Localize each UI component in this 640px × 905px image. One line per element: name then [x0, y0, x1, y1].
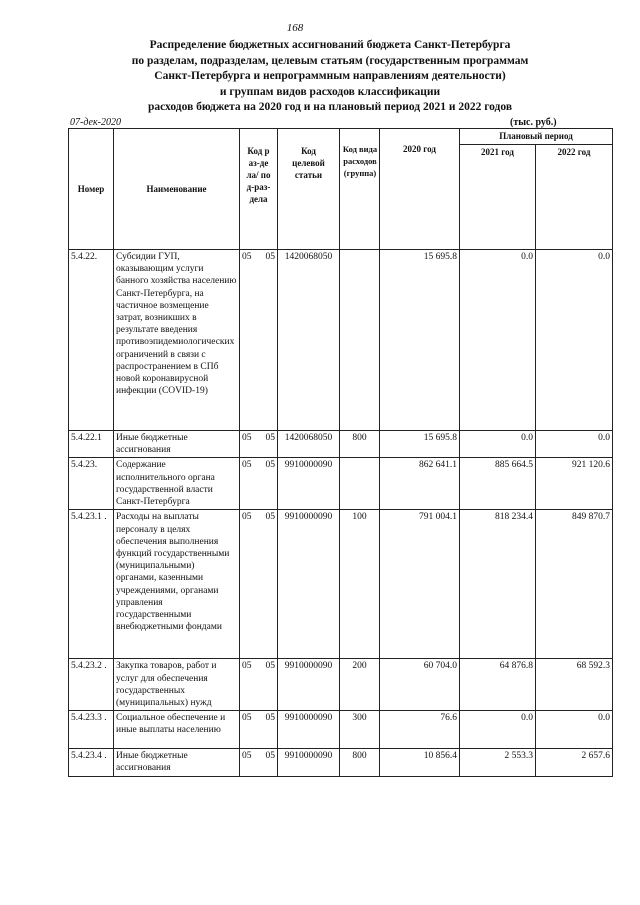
row-subsection: 05 [258, 510, 278, 659]
row-number: 5.4.23.2 . [69, 659, 114, 711]
header-target [278, 129, 340, 250]
row-value-2022: 849 870.7 [536, 510, 613, 659]
row-target: 9910000090 [278, 458, 340, 510]
row-target: 9910000090 [278, 711, 340, 749]
row-subsection: 05 [258, 659, 278, 711]
header-section [240, 129, 278, 250]
row-value-2020: 862 641.1 [380, 458, 460, 510]
row-target: 1420068050 [278, 431, 340, 458]
row-number: 5.4.22.1 [69, 431, 114, 458]
row-value-2022: 0.0 [536, 711, 613, 749]
row-value-2022: 921 120.6 [536, 458, 613, 510]
header-target-text: Код целевой статьи [292, 146, 325, 180]
header-2020: 2020 год [380, 129, 460, 250]
row-expense-type: 300 [340, 711, 380, 749]
row-name: Социальное обеспечение и иные выплаты населению [114, 711, 240, 749]
row-number: 5.4.23.1 . [69, 510, 114, 659]
row-number: 5.4.23. [69, 458, 114, 510]
title-line: по разделам, подразделам, целевым статьям (государственным программам [131, 54, 529, 67]
table-row [69, 659, 613, 711]
header-2022: 2022 год [536, 145, 613, 250]
row-expense-type [340, 458, 380, 510]
row-section: 05 [240, 749, 258, 776]
table-row [69, 458, 613, 510]
title-line: Распределение бюджетных ассигнований бюджета Санкт-Петербурга [149, 39, 511, 51]
row-name: Содержание исполнительного органа государственной власти Санкт-Петербурга [114, 458, 240, 510]
header-2021: 2021 год [460, 145, 536, 250]
row-subsection: 05 [258, 250, 278, 431]
row-value-2020: 15 695.8 [380, 431, 460, 458]
row-name: Расходы на выплаты персоналу в целях обеспечения выполнения функций государственными (муниципальными) органами, казенными учреждениями, органами управления государственными внебюджетными фондами [114, 510, 240, 659]
page-number: 168 [286, 22, 304, 34]
row-value-2021: 0.0 [460, 431, 536, 458]
row-number: 5.4.23.4 . [69, 749, 114, 776]
row-value-2021: 0.0 [460, 711, 536, 749]
row-section: 05 [240, 250, 258, 431]
row-target: 9910000090 [278, 510, 340, 659]
units-label: (тыс. руб.) [510, 117, 557, 128]
header-number: Номер [69, 129, 114, 250]
row-value-2021: 64 876.8 [460, 659, 536, 711]
row-number: 5.4.22. [69, 250, 114, 431]
header-expense-type-text: Код вида расходов (группа) [342, 144, 378, 178]
row-value-2020: 15 695.8 [380, 250, 460, 431]
row-name: Иные бюджетные ассигнования [114, 749, 240, 776]
header-name: Наименование [114, 129, 240, 250]
table-row [69, 510, 613, 659]
row-expense-type: 200 [340, 659, 380, 711]
row-name: Закупка товаров, работ и услуг для обеспечения государственных (муниципальных) нужд [114, 659, 240, 711]
row-value-2022: 0.0 [536, 250, 613, 431]
row-target: 9910000090 [278, 749, 340, 776]
table-row [69, 431, 613, 458]
row-subsection: 05 [258, 458, 278, 510]
row-value-2021: 2 553.3 [460, 749, 536, 776]
row-value-2020: 10 856.4 [380, 749, 460, 776]
row-value-2020: 791 004.1 [380, 510, 460, 659]
budget-table [68, 128, 613, 777]
header-section-text: Код раз-дела/ под-раз-дела [246, 146, 271, 204]
header-expense-type [340, 129, 380, 250]
document-date: 07-дек-2020 [70, 117, 121, 128]
row-value-2021: 818 234.4 [460, 510, 536, 659]
row-name: Субсидии ГУП, оказывающим услуги банного хозяйства населению Санкт-Петербурга, на частичное возмещение затрат, возникших в результате введения противоэпидемиологических ограничений в связи с распространением в СПб новой коронавирусной инфекции (COVID-19) [114, 250, 240, 431]
row-value-2022: 68 592.3 [536, 659, 613, 711]
header-plan-period: Плановый период [460, 129, 613, 145]
row-expense-type: 100 [340, 510, 380, 659]
table-row [69, 749, 613, 776]
row-expense-type [340, 250, 380, 431]
row-value-2020: 60 704.0 [380, 659, 460, 711]
row-expense-type: 800 [340, 749, 380, 776]
row-value-2021: 0.0 [460, 250, 536, 431]
row-target: 1420068050 [278, 250, 340, 431]
row-subsection: 05 [258, 431, 278, 458]
table-row [69, 250, 613, 431]
row-section: 05 [240, 711, 258, 749]
row-target: 9910000090 [278, 659, 340, 711]
row-subsection: 05 [258, 711, 278, 749]
row-value-2020: 76.6 [380, 711, 460, 749]
row-subsection: 05 [258, 749, 278, 776]
row-section: 05 [240, 431, 258, 458]
table-row [69, 711, 613, 749]
row-value-2022: 0.0 [536, 431, 613, 458]
row-value-2022: 2 657.6 [536, 749, 613, 776]
row-section: 05 [240, 510, 258, 659]
title-line: и группам видов расходов классификации [219, 85, 441, 98]
title-line: расходов бюджета на 2020 год и на плановый период 2021 и 2022 годов [147, 101, 513, 113]
row-value-2021: 885 664.5 [460, 458, 536, 510]
row-section: 05 [240, 659, 258, 711]
row-name: Иные бюджетные ассигнования [114, 431, 240, 458]
row-section: 05 [240, 458, 258, 510]
document-title [60, 38, 600, 116]
row-expense-type: 800 [340, 431, 380, 458]
row-number: 5.4.23.3 . [69, 711, 114, 749]
title-line: Санкт-Петербурга и непрограммным направлениям деятельности) [154, 70, 506, 82]
